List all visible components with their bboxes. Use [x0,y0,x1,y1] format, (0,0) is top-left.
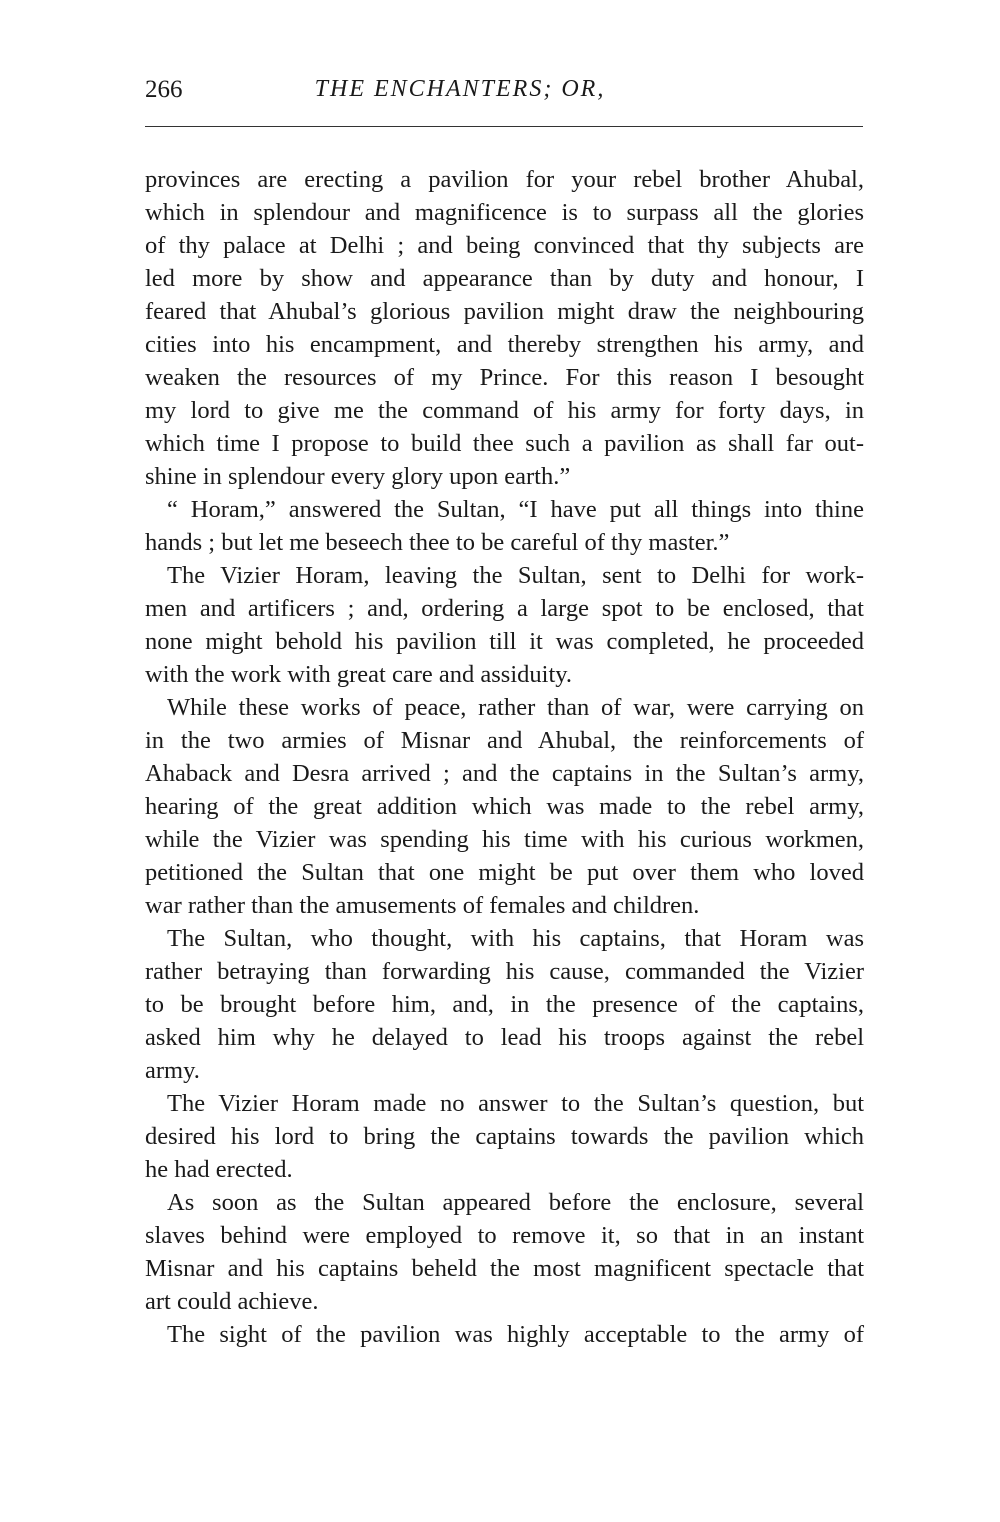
text-line: weaken the resources of my Prince. For this reason I besought [145,364,864,391]
text-line: war rather than the amusements of females and children. [145,892,700,919]
text-line: he had erected. [145,1156,293,1183]
text-line: in the two armies of Misnar and Ahubal, the reinforcements of [145,727,864,754]
text-line: The Sultan, who thought, with his captains, that Horam was [167,925,864,952]
text-line: cities into his encampment, and thereby strengthen his army, and [145,331,864,358]
text-line: hands ; but let me beseech thee to be careful of thy master.” [145,529,730,556]
text-line: “ Horam,” answered the Sultan, “I have put all things into thine [167,496,864,523]
text-line: As soon as the Sultan appeared before the enclosure, several [167,1189,864,1216]
text-line: my lord to give me the command of his army for forty days, in [145,397,864,424]
header-rule [145,126,863,127]
text-line: Ahaback and Desra arrived ; and the captains in the Sultan’s army, [145,760,864,787]
text-line: hearing of the great addition which was made to the rebel army, [145,793,864,820]
paragraph [145,559,864,691]
text-line: to be brought before him, and, in the presence of the captains, [145,991,864,1018]
text-line: while the Vizier was spending his time with his curious workmen, [145,826,864,853]
text-line: desired his lord to bring the captains towards the pavilion which [145,1123,864,1150]
paragraph [145,1087,864,1186]
page-number: 266 [145,76,183,103]
text-line: rather betraying than forwarding his cause, commanded the Vizier [145,958,864,985]
text-line: asked him why he delayed to lead his troops against the rebel [145,1024,864,1051]
text-line: The sight of the pavilion was highly acceptable to the army of [167,1321,864,1348]
text-line: men and artificers ; and, ordering a large spot to be enclosed, that [145,595,864,622]
text-line: of thy palace at Delhi ; and being convinced that thy subjects are [145,232,864,259]
text-line: petitioned the Sultan that one might be put over them who loved [145,859,864,886]
text-line: which time I propose to build thee such a pavilion as shall far out- [145,430,864,457]
paragraph [145,1318,864,1351]
running-head: THE ENCHANTERS; OR, [314,76,606,102]
text-line: feared that Ahubal’s glorious pavilion might draw the neighbouring [145,298,864,325]
paragraph [145,163,864,493]
text-line: army. [145,1057,200,1084]
paragraph [145,1186,864,1318]
text-line: none might behold his pavilion till it was completed, he proceeded [145,628,864,655]
text-line: art could achieve. [145,1288,319,1315]
paragraph [145,493,864,559]
text-line: slaves behind were employed to remove it, so that in an instant [145,1222,864,1249]
text-line: with the work with great care and assiduity. [145,661,573,688]
text-line: Misnar and his captains beheld the most magnificent spectacle that [145,1255,864,1282]
text-line: The Vizier Horam made no answer to the Sultan’s question, but [167,1090,864,1117]
text-line: While these works of peace, rather than of war, were carrying on [167,694,864,721]
text-line: shine in splendour every glory upon earth.” [145,463,571,490]
body-text [145,163,864,1351]
text-line: which in splendour and magnificence is to surpass all the glories [145,199,864,226]
text-line: The Vizier Horam, leaving the Sultan, sent to Delhi for work- [167,562,864,589]
text-line: provinces are erecting a pavilion for your rebel brother Ahubal, [145,166,864,193]
paragraph [145,922,864,1087]
text-line: led more by show and appearance than by duty and honour, I [145,265,864,292]
paragraph [145,691,864,922]
